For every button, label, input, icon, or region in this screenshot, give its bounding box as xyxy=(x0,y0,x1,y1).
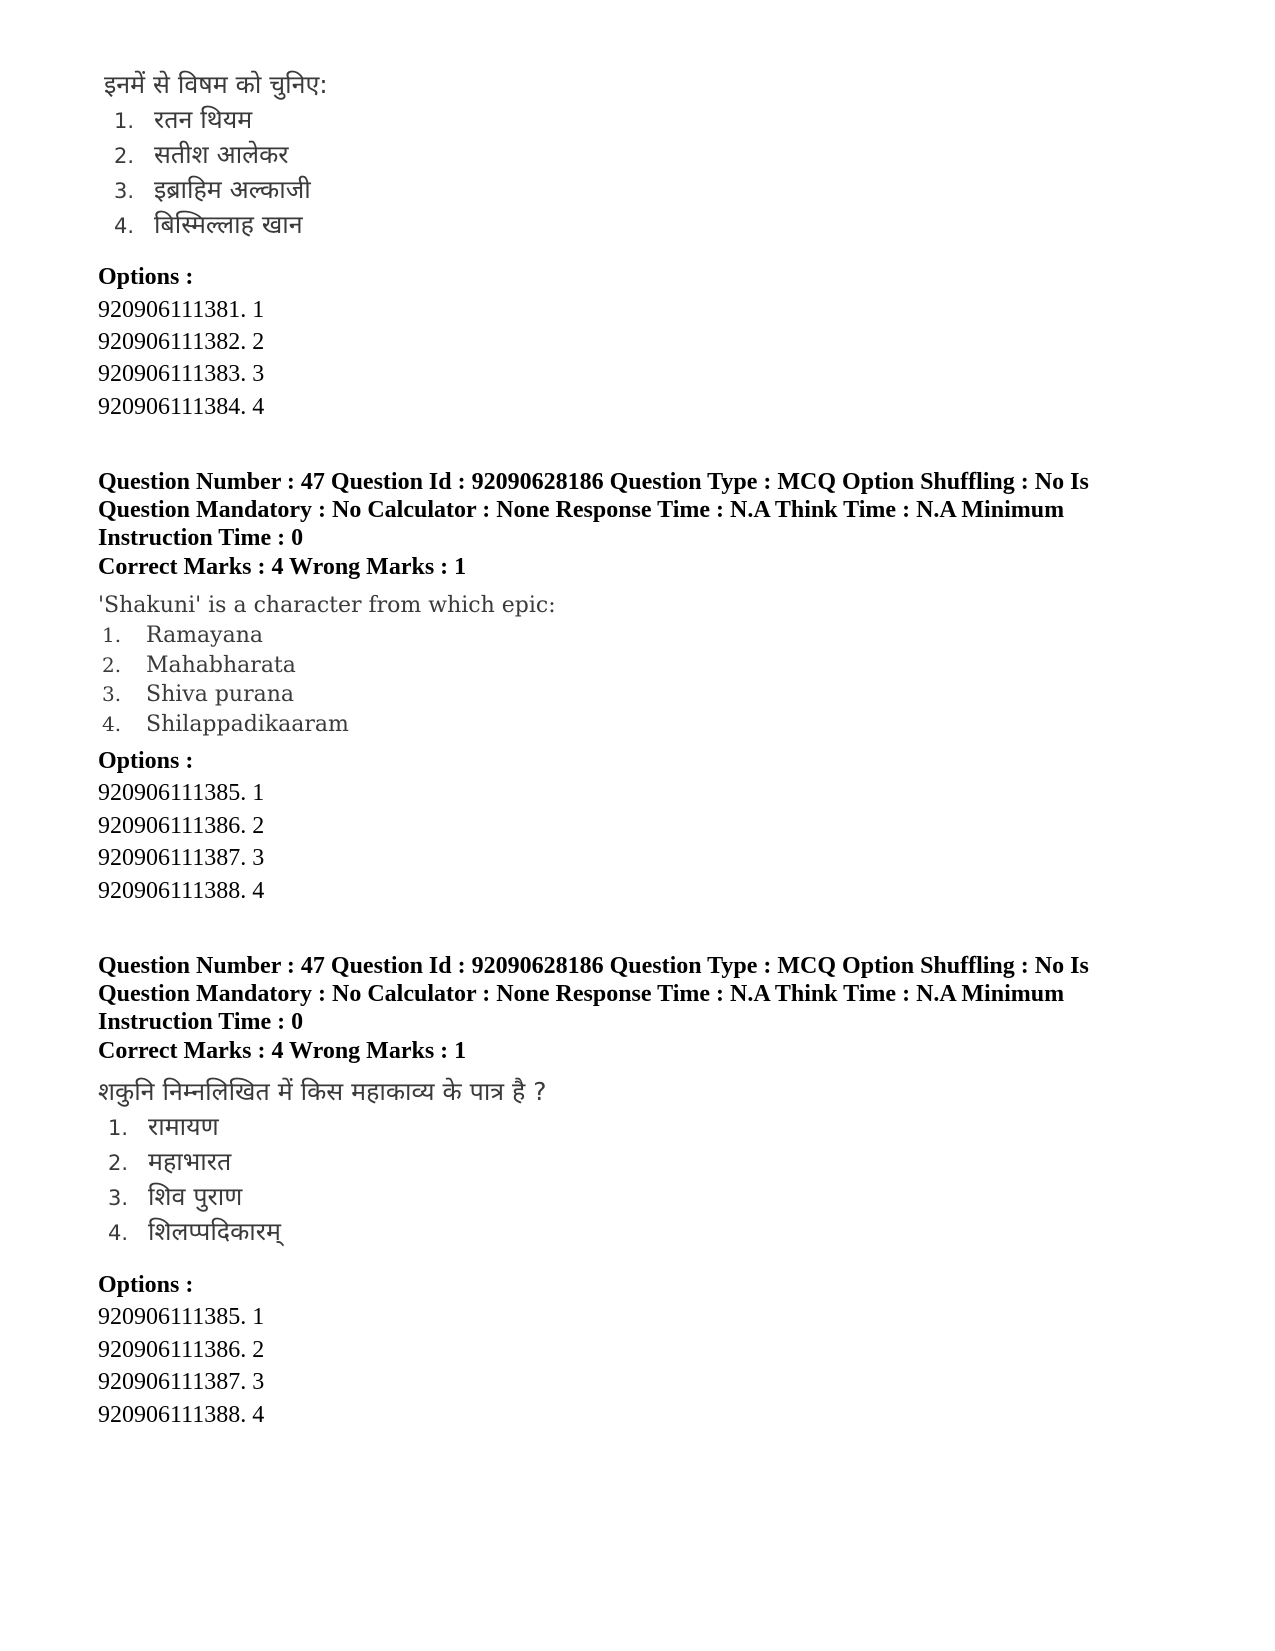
choice-text: Shilappadikaaram xyxy=(146,711,349,737)
choice-item xyxy=(98,680,556,710)
meta-line: Question Mandatory : No Calculator : None Response Time : N.A Think Time : N.A Minimum xyxy=(98,981,1065,1007)
choice-number: 1. xyxy=(108,1116,129,1140)
options-label: Options : xyxy=(98,1272,194,1298)
question-image-hindi-2 xyxy=(98,1075,547,1249)
choice-item xyxy=(98,651,556,681)
choice-number: 3. xyxy=(102,682,122,706)
choice-text: शिव पुराण xyxy=(148,1182,243,1211)
choice-text: शिलप्पदिकारम् xyxy=(148,1217,281,1246)
choice-number: 1. xyxy=(114,109,135,133)
choice-text: रतन थियम xyxy=(154,105,253,134)
question-stem: इनमें से विषम को चुनिए: xyxy=(104,70,328,99)
meta-line: Question Number : 47 Question Id : 92090628186 Question Type : MCQ Option Shuffling : No Is xyxy=(98,469,1089,495)
choice-item xyxy=(104,207,328,242)
choice-item xyxy=(98,621,556,651)
question-meta xyxy=(98,952,1208,1036)
option-row: 920906111388. 4 xyxy=(98,1402,265,1428)
option-row: 920906111387. 3 xyxy=(98,845,265,871)
marks-line: Correct Marks : 4 Wrong Marks : 1 xyxy=(98,1038,467,1064)
choice-item xyxy=(98,1214,547,1249)
choice-item xyxy=(104,172,328,207)
choice-item xyxy=(104,102,328,137)
choice-text: Mahabharata xyxy=(146,652,296,678)
meta-line: Question Mandatory : No Calculator : None Response Time : N.A Think Time : N.A Minimum xyxy=(98,497,1065,523)
choice-number: 4. xyxy=(102,711,122,736)
choice-item xyxy=(98,1144,547,1179)
question-stem: 'Shakuni' is a character from which epic: xyxy=(98,593,556,618)
choice-number: 4. xyxy=(108,1221,129,1245)
option-row: 920906111387. 3 xyxy=(98,1369,265,1395)
option-row: 920906111385. 1 xyxy=(98,780,265,806)
question-image-english xyxy=(98,591,556,739)
choice-item xyxy=(98,710,556,740)
marks-line: Correct Marks : 4 Wrong Marks : 1 xyxy=(98,554,467,580)
choice-text: रामायण xyxy=(148,1112,219,1141)
meta-line: Instruction Time : 0 xyxy=(98,525,304,551)
choice-number: 2. xyxy=(108,1151,129,1175)
option-row: 920906111383. 3 xyxy=(98,361,265,387)
option-row: 920906111382. 2 xyxy=(98,329,265,355)
choice-item xyxy=(98,1179,547,1214)
options-label: Options : xyxy=(98,264,194,290)
choice-item xyxy=(98,1109,547,1144)
choice-text: बिस्मिल्लाह खान xyxy=(154,210,303,239)
choice-text: सतीश आलेकर xyxy=(154,140,289,169)
option-row: 920906111381. 1 xyxy=(98,297,265,323)
option-row: 920906111386. 2 xyxy=(98,1337,265,1363)
choice-number: 2. xyxy=(102,652,122,677)
choice-number: 1. xyxy=(102,623,122,647)
option-row: 920906111386. 2 xyxy=(98,813,265,839)
question-stem: शकुनि निम्नलिखित में किस महाकाव्य के पात्र है ? xyxy=(98,1077,547,1106)
choice-number: 3. xyxy=(114,179,135,203)
choice-text: महाभारत xyxy=(148,1147,232,1176)
choice-text: इब्राहिम अल्काजी xyxy=(154,175,311,204)
choice-text: Shiva purana xyxy=(146,682,294,707)
choice-number: 3. xyxy=(108,1186,129,1210)
question-meta xyxy=(98,468,1208,552)
choice-item xyxy=(104,137,328,172)
option-row: 920906111384. 4 xyxy=(98,394,265,420)
meta-line: Question Number : 47 Question Id : 92090628186 Question Type : MCQ Option Shuffling : No Is xyxy=(98,953,1089,979)
choice-number: 2. xyxy=(114,144,135,168)
choice-text: Ramayana xyxy=(146,623,263,648)
options-label: Options : xyxy=(98,748,194,774)
question-image-hindi-1 xyxy=(104,68,328,242)
option-row: 920906111388. 4 xyxy=(98,878,265,904)
choice-number: 4. xyxy=(114,214,135,238)
option-row: 920906111385. 1 xyxy=(98,1304,265,1330)
meta-line: Instruction Time : 0 xyxy=(98,1009,304,1035)
